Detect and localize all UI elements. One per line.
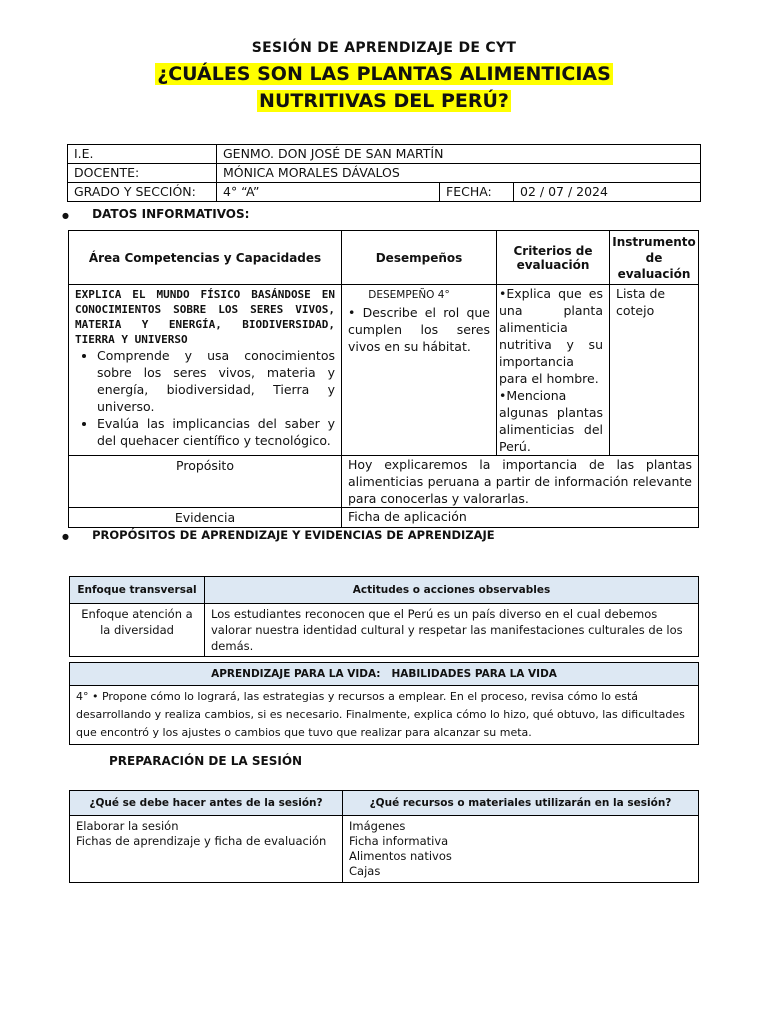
aprendizaje-table bbox=[69, 662, 699, 745]
list-item: Alimentos nativos bbox=[349, 849, 452, 863]
fecha-label: FECHA: bbox=[440, 183, 514, 202]
list-item: Cajas bbox=[349, 864, 381, 878]
criterio-item: •Menciona algunas plantas alimenticias del Perú. bbox=[499, 388, 603, 454]
col-header: ¿Qué recursos o materiales utilizarán en la sesión? bbox=[343, 791, 699, 816]
criterio-item: •Explica que es una planta alimenticia nutritiva y su importancia para el hombre. bbox=[499, 286, 603, 386]
session-title bbox=[0, 61, 768, 115]
docente-label: DOCENTE: bbox=[68, 164, 217, 183]
ie-value: GENMO. DON JOSÉ DE SAN MARTÍN bbox=[217, 145, 701, 164]
bullet-icon: ● bbox=[62, 211, 69, 220]
ie-label: I.E. bbox=[68, 145, 217, 164]
preparacion-table bbox=[69, 790, 699, 883]
preparacion-heading: PREPARACIÓN DE LA SESIÓN bbox=[109, 754, 303, 768]
col-header: Enfoque transversal bbox=[70, 577, 205, 604]
competencia-text: EXPLICA EL MUNDO FÍSICO BASÁNDOSE EN CONOCIMIENTOS SOBRE LOS SERES VIVOS, MATERIA Y ENERGÍA, BIODIVERSIDAD, TIERRA Y UNIVERSO bbox=[75, 288, 335, 346]
col-header: Desempeños bbox=[342, 231, 497, 285]
table-row bbox=[68, 183, 701, 202]
col-header: Criterios de evaluación bbox=[497, 231, 610, 285]
table-row bbox=[69, 285, 699, 456]
competencia-cell bbox=[69, 285, 342, 456]
list-item: Fichas de aprendizaje y ficha de evaluación bbox=[76, 834, 327, 848]
list-item: • Evalúa las implicancias del saber y del quehacer científico y tecnológico. bbox=[97, 415, 335, 449]
antes-cell bbox=[70, 816, 343, 883]
col-header: APRENDIZAJE PARA LA VIDA: HABILIDADES PARA LA VIDA bbox=[70, 663, 699, 686]
table-row bbox=[70, 686, 699, 745]
table-row bbox=[70, 816, 699, 883]
list-item: Ficha informativa bbox=[349, 834, 449, 848]
docente-value: MÓNICA MORALES DÁVALOS bbox=[217, 164, 701, 183]
info-table bbox=[67, 144, 701, 202]
list-item: • Comprende y usa conocimientos sobre los seres vivos, materia y energía, biodiversidad, Tierra y universo. bbox=[97, 347, 335, 415]
table-row bbox=[68, 145, 701, 164]
desempeno-title: DESEMPEÑO 4° bbox=[368, 289, 450, 301]
propositos-heading: ● PROPÓSITOS DE APRENDIZAJE Y EVIDENCIAS DE APRENDIZAJE bbox=[62, 528, 495, 542]
fecha-value: 02 / 07 / 2024 bbox=[514, 183, 701, 202]
list-item: Imágenes bbox=[349, 819, 406, 833]
instrumento-cell: Lista de cotejo bbox=[610, 285, 699, 456]
evidencia-text: Ficha de aplicación bbox=[342, 508, 699, 528]
datos-heading: ● DATOS INFORMATIVOS: bbox=[62, 207, 250, 221]
recursos-cell bbox=[343, 816, 699, 883]
bullet-icon: ● bbox=[62, 532, 69, 541]
enfoque-name: Enfoque atención a la diversidad bbox=[70, 604, 205, 657]
list-item: Elaborar la sesión bbox=[76, 819, 179, 833]
enfoque-table bbox=[69, 576, 699, 657]
enfoque-actitudes: Los estudiantes reconocen que el Perú es un país diverso en el cual debemos valorar nuestra identidad cultural y respetar las manifestaciones culturales de los demás. bbox=[205, 604, 699, 657]
competencias-table bbox=[68, 230, 699, 528]
table-row bbox=[68, 164, 701, 183]
aprendizaje-text: 4° • Propone cómo lo logrará, las estrategias y recursos a emplear. En el proceso, revisa cómo lo está desarrollando y realiza cambios, si es necesario. Finalmente, explica cómo lo hizo, qué obtuvo, las dificultades que encontró y los ajustes o cambios que tuvo que realizar para alcanzar su meta. bbox=[70, 686, 699, 745]
capacidades-list bbox=[75, 347, 335, 449]
grado-label: GRADO Y SECCIÓN: bbox=[68, 183, 217, 202]
table-row bbox=[69, 456, 699, 508]
desempeno-cell bbox=[342, 285, 497, 456]
col-header: Instrumento de evaluación bbox=[610, 231, 699, 285]
table-row bbox=[70, 663, 699, 686]
title-line-1: ¿CUÁLES SON LAS PLANTAS ALIMENTICIAS bbox=[157, 63, 611, 85]
table-row bbox=[70, 577, 699, 604]
proposito-text: Hoy explicaremos la importancia de las plantas alimenticias peruana a partir de información relevante para conocerlas y valorarlas. bbox=[342, 456, 699, 508]
desempeno-text: • Describe el rol que cumplen los seres vivos en su hábitat. bbox=[348, 305, 490, 354]
table-row bbox=[70, 791, 699, 816]
table-row bbox=[69, 231, 699, 285]
col-header: Área Competencias y Capacidades bbox=[69, 231, 342, 285]
session-heading: SESIÓN DE APRENDIZAJE DE CYT bbox=[251, 40, 517, 56]
evidencia-label: Evidencia bbox=[69, 508, 342, 528]
col-header: ¿Qué se debe hacer antes de la sesión? bbox=[70, 791, 343, 816]
criterios-cell bbox=[497, 285, 610, 456]
col-header: Actitudes o acciones observables bbox=[205, 577, 699, 604]
table-row bbox=[70, 604, 699, 657]
proposito-label: Propósito bbox=[69, 456, 342, 508]
title-line-2: NUTRITIVAS DEL PERÚ? bbox=[259, 90, 509, 112]
grado-value: 4° “A” bbox=[217, 183, 440, 202]
